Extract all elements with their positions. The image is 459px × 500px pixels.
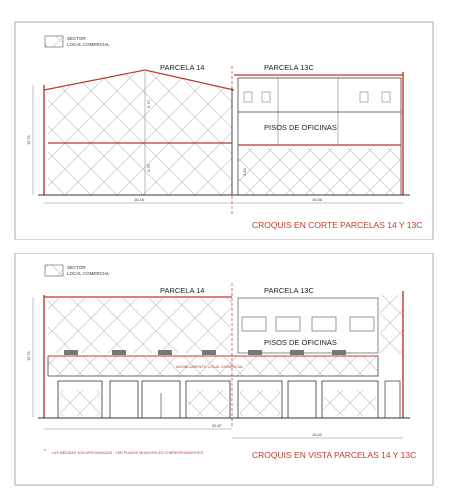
dim-total-height: 10,71 — [26, 134, 31, 145]
dim-width-total: 32,87 — [212, 423, 223, 428]
left-facade-hatch — [48, 298, 232, 353]
parcel-14-label: PARCELA 14 — [160, 286, 205, 295]
elevation-sheet — [0, 253, 459, 500]
dim-total-height: 10,71 — [26, 350, 31, 361]
dim-lower: 3,75 — [146, 164, 151, 172]
dim-right-lower: 3,84 — [242, 168, 247, 176]
side-door — [385, 381, 400, 418]
dim-width-right: 15,62 — [312, 432, 323, 437]
left-hatch-area — [48, 70, 232, 195]
offices-label: PISOS DE OFICINAS — [264, 338, 337, 347]
parcel-13c-label: PARCELA 13C — [264, 286, 314, 295]
storefront — [110, 381, 138, 418]
storefront — [288, 381, 316, 418]
window — [382, 92, 390, 102]
legend-line2: LOCAL COMERCIAL — [67, 42, 110, 47]
storefront-glass — [188, 390, 228, 416]
legend-line1: SECTOR — [67, 265, 86, 270]
legend-swatch — [45, 265, 63, 276]
dim-width-left: 16,16 — [134, 197, 145, 202]
dim-width-right: 16,56 — [312, 197, 323, 202]
storefront-glass — [60, 390, 100, 416]
right-hatch-area — [238, 148, 401, 195]
office-window — [312, 317, 336, 331]
section-caption: CROQUIS EN CORTE PARCELAS 14 Y 13C — [252, 220, 423, 230]
panel — [158, 350, 172, 355]
panel — [332, 350, 346, 355]
office-window — [350, 317, 374, 331]
window — [262, 92, 270, 102]
elevation-drawing — [0, 253, 459, 500]
storefront-glass — [324, 390, 376, 416]
storefront-glass — [240, 390, 280, 416]
panel — [64, 350, 78, 355]
window — [244, 92, 252, 102]
note-asterisk: * — [44, 449, 46, 455]
elevation-caption: CROQUIS EN VISTA PARCELAS 14 Y 13C — [252, 450, 417, 460]
legend-line1: SECTOR — [67, 36, 86, 41]
section-drawing — [0, 0, 459, 240]
legend-line2: LOCAL COMERCIAL — [67, 271, 110, 276]
legend-swatch — [45, 36, 63, 47]
parcel-13c-label: PARCELA 13C — [264, 63, 314, 72]
panel — [248, 350, 262, 355]
right-edge-hatch — [380, 295, 403, 353]
offices-label: PISOS DE OFICINAS — [264, 123, 337, 132]
section-sheet — [0, 0, 459, 240]
dim-upper: 6,70 — [146, 100, 151, 108]
office-window — [242, 317, 266, 331]
window — [360, 92, 368, 102]
band-label: AMOBLAMIENTO LOCAL COMERCIAL — [176, 365, 244, 369]
parcel-14-label: PARCELA 14 — [160, 63, 205, 72]
panel — [112, 350, 126, 355]
note-text: LAS MEDIDAS SON APROXIMADAS · VER PLANOS MUNICIPALES CORRESPONDIENTES — [52, 451, 204, 455]
panel — [202, 350, 216, 355]
panel — [290, 350, 304, 355]
office-window — [276, 317, 300, 331]
